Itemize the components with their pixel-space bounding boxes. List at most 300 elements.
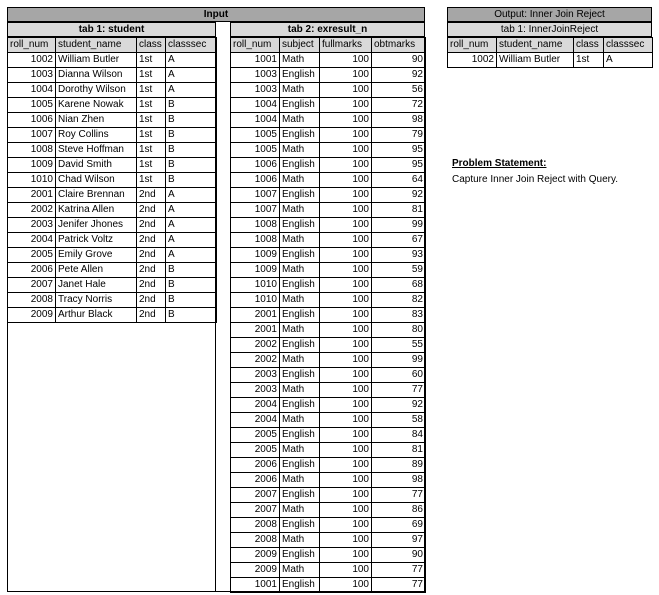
student-cell: 2nd [137, 278, 166, 293]
exresult-cell: 100 [320, 488, 372, 503]
exresult-cell: 100 [320, 53, 372, 68]
student-cell: A [166, 83, 217, 98]
output-table [447, 37, 653, 68]
exresult-cell: 55 [372, 338, 426, 353]
exresult-cell: 100 [320, 383, 372, 398]
student-cell: 2002 [8, 203, 56, 218]
exresult-row [231, 308, 426, 323]
exresult-cell: 100 [320, 458, 372, 473]
exresult-cell: English [280, 518, 320, 533]
student-cell: 2009 [8, 308, 56, 323]
student-cell: Patrick Voltz [56, 233, 137, 248]
student-table [7, 37, 217, 323]
exresult-cell: 68 [372, 278, 426, 293]
student-cell: 1st [137, 68, 166, 83]
student-cell: 1st [137, 83, 166, 98]
exresult-cell: Math [280, 113, 320, 128]
student-cell: 2nd [137, 218, 166, 233]
exresult-cell: Math [280, 503, 320, 518]
student-cell: 1st [137, 158, 166, 173]
exresult-cell: 100 [320, 113, 372, 128]
exresult-col-roll-num: roll_num [231, 38, 280, 53]
student-cell: B [166, 143, 217, 158]
exresult-cell: 100 [320, 188, 372, 203]
exresult-cell: Math [280, 233, 320, 248]
exresult-cell: 2004 [231, 413, 280, 428]
exresult-row [231, 443, 426, 458]
exresult-cell: English [280, 278, 320, 293]
student-cell: 2006 [8, 263, 56, 278]
exresult-cell: 1008 [231, 233, 280, 248]
exresult-cell: 2001 [231, 323, 280, 338]
exresult-cell: English [280, 458, 320, 473]
exresult-cell: 1009 [231, 248, 280, 263]
exresult-cell: English [280, 488, 320, 503]
student-cell: 2001 [8, 188, 56, 203]
student-cell: 2nd [137, 188, 166, 203]
student-cell: 1009 [8, 158, 56, 173]
exresult-cell: 58 [372, 413, 426, 428]
student-cell: 1002 [8, 53, 56, 68]
exresult-row [231, 398, 426, 413]
exresult-cell: 2001 [231, 308, 280, 323]
student-cell: A [166, 203, 217, 218]
exresult-cell: 95 [372, 143, 426, 158]
student-cell: 2005 [8, 248, 56, 263]
exresult-col-obtmarks: obtmarks [372, 38, 426, 53]
student-cell: Karene Nowak [56, 98, 137, 113]
exresult-cell: 92 [372, 188, 426, 203]
exresult-cell: 1003 [231, 83, 280, 98]
student-cell: Pete Allen [56, 263, 137, 278]
exresult-row [231, 293, 426, 308]
exresult-cell: 2007 [231, 503, 280, 518]
input-header: Input [7, 7, 425, 22]
exresult-cell: English [280, 428, 320, 443]
output-col-classsec: classsec [604, 38, 653, 53]
student-row [8, 113, 217, 128]
exresult-cell: 69 [372, 518, 426, 533]
exresult-cell: Math [280, 353, 320, 368]
exresult-cell: 100 [320, 218, 372, 233]
exresult-tab-title: tab 2: exresult_n [230, 22, 425, 37]
exresult-cell: 90 [372, 53, 426, 68]
student-cell: Steve Hoffman [56, 143, 137, 158]
student-cell: 1st [137, 113, 166, 128]
student-row [8, 218, 217, 233]
student-cell: 2007 [8, 278, 56, 293]
exresult-cell: 77 [372, 578, 426, 593]
exresult-row [231, 203, 426, 218]
student-row [8, 83, 217, 98]
student-cell: Nian Zhen [56, 113, 137, 128]
student-cell: B [166, 158, 217, 173]
exresult-row [231, 323, 426, 338]
exresult-row [231, 413, 426, 428]
exresult-row [231, 548, 426, 563]
exresult-cell: Math [280, 173, 320, 188]
student-cell: 1010 [8, 173, 56, 188]
exresult-cell: 2006 [231, 473, 280, 488]
exresult-cell: 100 [320, 338, 372, 353]
exresult-cell: 1010 [231, 278, 280, 293]
exresult-cell: 1001 [231, 53, 280, 68]
exresult-cell: 100 [320, 278, 372, 293]
student-row [8, 188, 217, 203]
exresult-cell: 84 [372, 428, 426, 443]
student-cell: Chad Wilson [56, 173, 137, 188]
exresult-row [231, 53, 426, 68]
exresult-cell: English [280, 248, 320, 263]
student-cell: A [166, 188, 217, 203]
exresult-cell: 97 [372, 533, 426, 548]
exresult-cell: 1008 [231, 218, 280, 233]
exresult-cell: 64 [372, 173, 426, 188]
student-cell: David Smith [56, 158, 137, 173]
exresult-row [231, 278, 426, 293]
student-row [8, 98, 217, 113]
exresult-row [231, 563, 426, 578]
exresult-cell: Math [280, 443, 320, 458]
exresult-cell: 60 [372, 368, 426, 383]
output-tab-title: tab 1: InnerJoinReject [447, 22, 652, 37]
exresult-cell: 72 [372, 98, 426, 113]
exresult-cell: 2005 [231, 428, 280, 443]
output-cell: 1st [574, 53, 604, 68]
exresult-cell: 100 [320, 83, 372, 98]
exresult-cell: Math [280, 533, 320, 548]
problem-statement-text: Capture Inner Join Reject with Query. [452, 174, 619, 185]
exresult-cell: Math [280, 323, 320, 338]
student-row [8, 248, 217, 263]
student-cell: A [166, 218, 217, 233]
exresult-cell: 2003 [231, 368, 280, 383]
exresult-row [231, 173, 426, 188]
exresult-cell: 92 [372, 68, 426, 83]
student-cell: B [166, 113, 217, 128]
student-cell: Claire Brennan [56, 188, 137, 203]
exresult-cell: 2008 [231, 533, 280, 548]
exresult-cell: 1009 [231, 263, 280, 278]
exresult-cell: 2006 [231, 458, 280, 473]
exresult-row [231, 98, 426, 113]
exresult-cell: Math [280, 143, 320, 158]
exresult-cell: 100 [320, 98, 372, 113]
output-header-row [448, 38, 653, 53]
exresult-cell: 100 [320, 473, 372, 488]
student-cell: B [166, 128, 217, 143]
exresult-cell: 81 [372, 443, 426, 458]
exresult-row [231, 458, 426, 473]
exresult-cell: Math [280, 203, 320, 218]
student-cell: A [166, 68, 217, 83]
exresult-cell: English [280, 398, 320, 413]
exresult-cell: 100 [320, 503, 372, 518]
exresult-cell: 79 [372, 128, 426, 143]
exresult-cell: 1010 [231, 293, 280, 308]
exresult-row [231, 128, 426, 143]
exresult-col-fullmarks: fullmarks [320, 38, 372, 53]
exresult-row [231, 188, 426, 203]
student-cell: 1st [137, 128, 166, 143]
exresult-cell: English [280, 188, 320, 203]
exresult-cell: 2002 [231, 353, 280, 368]
student-cell: B [166, 98, 217, 113]
exresult-cell: 100 [320, 308, 372, 323]
exresult-cell: 99 [372, 218, 426, 233]
exresult-cell: 2007 [231, 488, 280, 503]
exresult-col-subject: subject [280, 38, 320, 53]
exresult-row [231, 368, 426, 383]
exresult-cell: 100 [320, 578, 372, 593]
exresult-cell: 81 [372, 203, 426, 218]
exresult-header-row [231, 38, 426, 53]
problem-statement-title: Problem Statement: [452, 158, 547, 169]
student-cell: B [166, 308, 217, 323]
exresult-cell: 99 [372, 353, 426, 368]
student-cell: Arthur Black [56, 308, 137, 323]
exresult-cell: 86 [372, 503, 426, 518]
exresult-row [231, 248, 426, 263]
exresult-cell: 56 [372, 83, 426, 98]
exresult-cell: 1007 [231, 203, 280, 218]
student-cell: Tracy Norris [56, 293, 137, 308]
exresult-cell: English [280, 68, 320, 83]
exresult-cell: Math [280, 563, 320, 578]
output-col-roll-num: roll_num [448, 38, 497, 53]
student-right-border [215, 22, 216, 592]
student-cell: 2003 [8, 218, 56, 233]
exresult-cell: 100 [320, 368, 372, 383]
exresult-row [231, 518, 426, 533]
exresult-cell: 1007 [231, 188, 280, 203]
input-right-border [424, 7, 425, 592]
exresult-row [231, 338, 426, 353]
student-row [8, 158, 217, 173]
exresult-cell: Math [280, 293, 320, 308]
exresult-cell: 100 [320, 233, 372, 248]
student-cell: 2nd [137, 263, 166, 278]
exresult-cell: Math [280, 473, 320, 488]
exresult-cell: 80 [372, 323, 426, 338]
exresult-row [231, 83, 426, 98]
student-row [8, 263, 217, 278]
exresult-cell: 1006 [231, 158, 280, 173]
input-bottom-border [7, 591, 425, 592]
student-row [8, 128, 217, 143]
student-cell: 1st [137, 53, 166, 68]
exresult-cell: 1003 [231, 68, 280, 83]
exresult-cell: 100 [320, 128, 372, 143]
exresult-cell: English [280, 218, 320, 233]
exresult-cell: English [280, 158, 320, 173]
student-header-row [8, 38, 217, 53]
exresult-row [231, 473, 426, 488]
student-cell: 1st [137, 98, 166, 113]
student-cell: 2nd [137, 203, 166, 218]
exresult-cell: 100 [320, 428, 372, 443]
exresult-table [230, 37, 426, 593]
output-col-student-name: student_name [497, 38, 574, 53]
student-row [8, 53, 217, 68]
student-cell: B [166, 293, 217, 308]
exresult-cell: 2005 [231, 443, 280, 458]
exresult-cell: 100 [320, 413, 372, 428]
exresult-row [231, 488, 426, 503]
student-cell: 1004 [8, 83, 56, 98]
output-header: Output: Inner Join Reject [447, 7, 652, 22]
student-tab-title: tab 1: student [7, 22, 216, 37]
exresult-row [231, 263, 426, 278]
exresult-cell: Math [280, 83, 320, 98]
output-col-class: class [574, 38, 604, 53]
exresult-row [231, 233, 426, 248]
exresult-cell: 89 [372, 458, 426, 473]
exresult-cell: 100 [320, 563, 372, 578]
student-cell: Janet Hale [56, 278, 137, 293]
exresult-cell: 2008 [231, 518, 280, 533]
exresult-cell: Math [280, 263, 320, 278]
exresult-row [231, 68, 426, 83]
student-cell: 2nd [137, 233, 166, 248]
student-cell: 1st [137, 143, 166, 158]
student-cell: A [166, 53, 217, 68]
exresult-cell: English [280, 368, 320, 383]
student-area-bottom [7, 322, 216, 323]
exresult-cell: 100 [320, 263, 372, 278]
exresult-row [231, 143, 426, 158]
exresult-cell: 1004 [231, 113, 280, 128]
student-cell: B [166, 173, 217, 188]
exresult-cell: 67 [372, 233, 426, 248]
student-row [8, 68, 217, 83]
exresult-row [231, 503, 426, 518]
student-cell: 1st [137, 173, 166, 188]
exresult-cell: 100 [320, 398, 372, 413]
exresult-row [231, 383, 426, 398]
exresult-cell: 100 [320, 323, 372, 338]
student-cell: 1005 [8, 98, 56, 113]
student-col-classsec: classsec [166, 38, 217, 53]
student-cell: 1003 [8, 68, 56, 83]
exresult-row [231, 533, 426, 548]
exresult-cell: 100 [320, 518, 372, 533]
exresult-cell: 100 [320, 158, 372, 173]
exresult-cell: English [280, 578, 320, 593]
student-cell: Katrina Allen [56, 203, 137, 218]
student-cell: 1007 [8, 128, 56, 143]
exresult-cell: English [280, 548, 320, 563]
student-row [8, 143, 217, 158]
student-cell: Roy Collins [56, 128, 137, 143]
student-cell: 2008 [8, 293, 56, 308]
exresult-cell: 1001 [231, 578, 280, 593]
exresult-cell: 77 [372, 383, 426, 398]
student-cell: 1006 [8, 113, 56, 128]
exresult-cell: 98 [372, 473, 426, 488]
exresult-cell: 2003 [231, 383, 280, 398]
student-cell: 2004 [8, 233, 56, 248]
exresult-cell: 100 [320, 353, 372, 368]
exresult-cell: 100 [320, 443, 372, 458]
exresult-cell: 2009 [231, 548, 280, 563]
student-cell: Emily Grove [56, 248, 137, 263]
student-cell: A [166, 233, 217, 248]
exresult-cell: 95 [372, 158, 426, 173]
exresult-row [231, 158, 426, 173]
student-cell: B [166, 278, 217, 293]
student-col-roll-num: roll_num [8, 38, 56, 53]
student-cell: 2nd [137, 293, 166, 308]
exresult-cell: English [280, 338, 320, 353]
exresult-cell: 1005 [231, 128, 280, 143]
exresult-cell: 100 [320, 548, 372, 563]
student-col-student-name: student_name [56, 38, 137, 53]
output-cell: 1002 [448, 53, 497, 68]
exresult-cell: 98 [372, 113, 426, 128]
student-row [8, 293, 217, 308]
exresult-cell: 100 [320, 68, 372, 83]
exresult-cell: 2002 [231, 338, 280, 353]
exresult-cell: 100 [320, 293, 372, 308]
exresult-row [231, 218, 426, 233]
exresult-cell: Math [280, 53, 320, 68]
student-row [8, 308, 217, 323]
exresult-cell: 83 [372, 308, 426, 323]
student-cell: 2nd [137, 308, 166, 323]
student-cell: Dorothy Wilson [56, 83, 137, 98]
exresult-cell: 77 [372, 563, 426, 578]
exresult-cell: English [280, 128, 320, 143]
exresult-row [231, 428, 426, 443]
exresult-cell: English [280, 308, 320, 323]
student-cell: 2nd [137, 248, 166, 263]
exresult-cell: 100 [320, 173, 372, 188]
exresult-cell: 1005 [231, 143, 280, 158]
exresult-cell: 2004 [231, 398, 280, 413]
student-cell: Dianna Wilson [56, 68, 137, 83]
exresult-cell: Math [280, 383, 320, 398]
exresult-cell: 1004 [231, 98, 280, 113]
exresult-cell: 2009 [231, 563, 280, 578]
exresult-cell: Math [280, 413, 320, 428]
student-col-class: class [137, 38, 166, 53]
output-cell: A [604, 53, 653, 68]
exresult-left-border [230, 22, 231, 592]
student-cell: A [166, 248, 217, 263]
input-left-border [7, 22, 8, 592]
exresult-cell: 90 [372, 548, 426, 563]
output-cell: William Butler [497, 53, 574, 68]
student-cell: 1008 [8, 143, 56, 158]
exresult-cell: 100 [320, 203, 372, 218]
output-row [448, 53, 653, 68]
exresult-cell: 1006 [231, 173, 280, 188]
exresult-cell: English [280, 98, 320, 113]
student-cell: Jenifer Jhones [56, 218, 137, 233]
student-row [8, 278, 217, 293]
exresult-cell: 82 [372, 293, 426, 308]
exresult-cell: 100 [320, 143, 372, 158]
exresult-cell: 77 [372, 488, 426, 503]
student-row [8, 203, 217, 218]
exresult-cell: 93 [372, 248, 426, 263]
exresult-cell: 100 [320, 533, 372, 548]
student-cell: William Butler [56, 53, 137, 68]
exresult-cell: 92 [372, 398, 426, 413]
exresult-cell: 100 [320, 248, 372, 263]
student-cell: B [166, 263, 217, 278]
